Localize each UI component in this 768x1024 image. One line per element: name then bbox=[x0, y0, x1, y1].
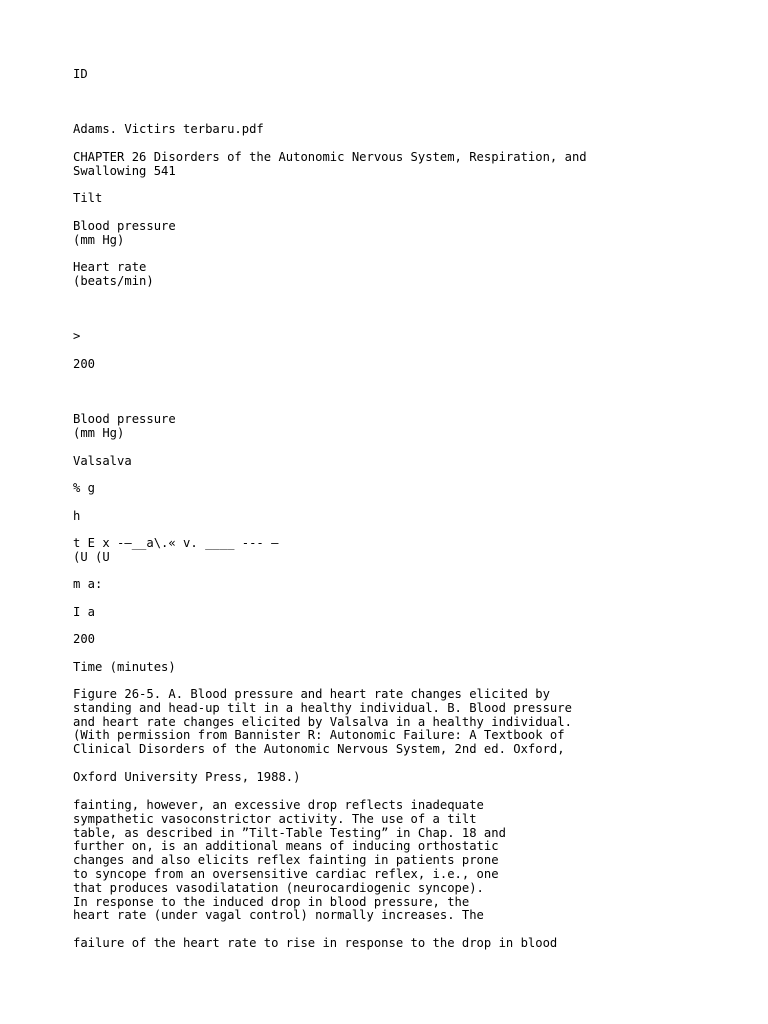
figure-label-blood-pressure-a-unit: (mm Hg) bbox=[73, 232, 125, 247]
body-line: heart rate (under vagal control) normally increases. The bbox=[73, 908, 484, 923]
figure-label-chevron: > bbox=[73, 329, 81, 343]
figure-label-m-a: m a: bbox=[73, 577, 103, 591]
figure-label-blood-pressure-b: Blood pressure bbox=[73, 412, 176, 426]
body-line: that produces vasodilatation (neurocardiogenic syncope). bbox=[73, 880, 484, 895]
caption-line: (With permission from Bannister R: Autonomic Failure: A Textbook of bbox=[73, 728, 565, 743]
caption-line: and heart rate changes elicited by Valsalva in a healthy individual. bbox=[73, 714, 572, 729]
caption-tail: Oxford University Press, 1988.) bbox=[73, 770, 301, 784]
body-line: sympathetic vasoconstrictor activity. The use of a tilt bbox=[73, 811, 477, 826]
body-line: changes and also elicits reflex fainting in patients prone bbox=[73, 853, 499, 868]
figure-ocr-noise-line-1: t E x -—__a\.« v. ____ --- — bbox=[73, 536, 279, 550]
chapter-heading-line-2: Swallowing 541 bbox=[73, 163, 176, 178]
figure-label-blood-pressure-b-unit: (mm Hg) bbox=[73, 425, 125, 440]
figure-label-heart-rate-unit: (beats/min) bbox=[73, 273, 154, 288]
caption-line: Clinical Disorders of the Autonomic Nervous System, 2nd ed. Oxford, bbox=[73, 742, 565, 757]
figure-label-i-a: I a bbox=[73, 605, 96, 619]
figure-ocr-noise-line-2: (U (U bbox=[73, 549, 110, 564]
body-line: further on, is an additional means of inducing orthostatic bbox=[73, 839, 499, 854]
figure-label-blood-pressure-a: Blood pressure bbox=[73, 219, 176, 233]
figure-value-200-b: 200 bbox=[73, 632, 96, 646]
body-line: table, as described in ”Tilt-Table Testing” in Chap. 18 and bbox=[73, 825, 506, 840]
chapter-heading-line-1: CHAPTER 26 Disorders of the Autonomic Nervous System, Respiration, and bbox=[73, 150, 587, 164]
id-label: ID bbox=[73, 67, 88, 81]
body-line: to syncope from an oversensitive cardiac reflex, i.e., one bbox=[73, 867, 499, 881]
file-name: Adams. Victirs terbaru.pdf bbox=[73, 122, 264, 136]
figure-label-valsalva: Valsalva bbox=[73, 454, 132, 468]
figure-label-percent-g: % g bbox=[73, 481, 96, 495]
body-line: In response to the induced drop in blood pressure, the bbox=[73, 894, 470, 909]
caption-line: Figure 26-5. A. Blood pressure and heart rate changes elicited by bbox=[73, 687, 550, 701]
figure-label-tilt: Tilt bbox=[73, 191, 103, 205]
body-line: fainting, however, an excessive drop reflects inadequate bbox=[73, 798, 484, 812]
figure-value-200-a: 200 bbox=[73, 357, 96, 371]
figure-time-axis-label: Time (minutes) bbox=[73, 660, 176, 674]
figure-label-heart-rate: Heart rate bbox=[73, 260, 147, 274]
caption-line: standing and head-up tilt in a healthy individual. B. Blood pressure bbox=[73, 700, 572, 715]
body-last-line: failure of the heart rate to rise in response to the drop in blood bbox=[73, 936, 558, 950]
figure-label-h: h bbox=[73, 509, 81, 523]
